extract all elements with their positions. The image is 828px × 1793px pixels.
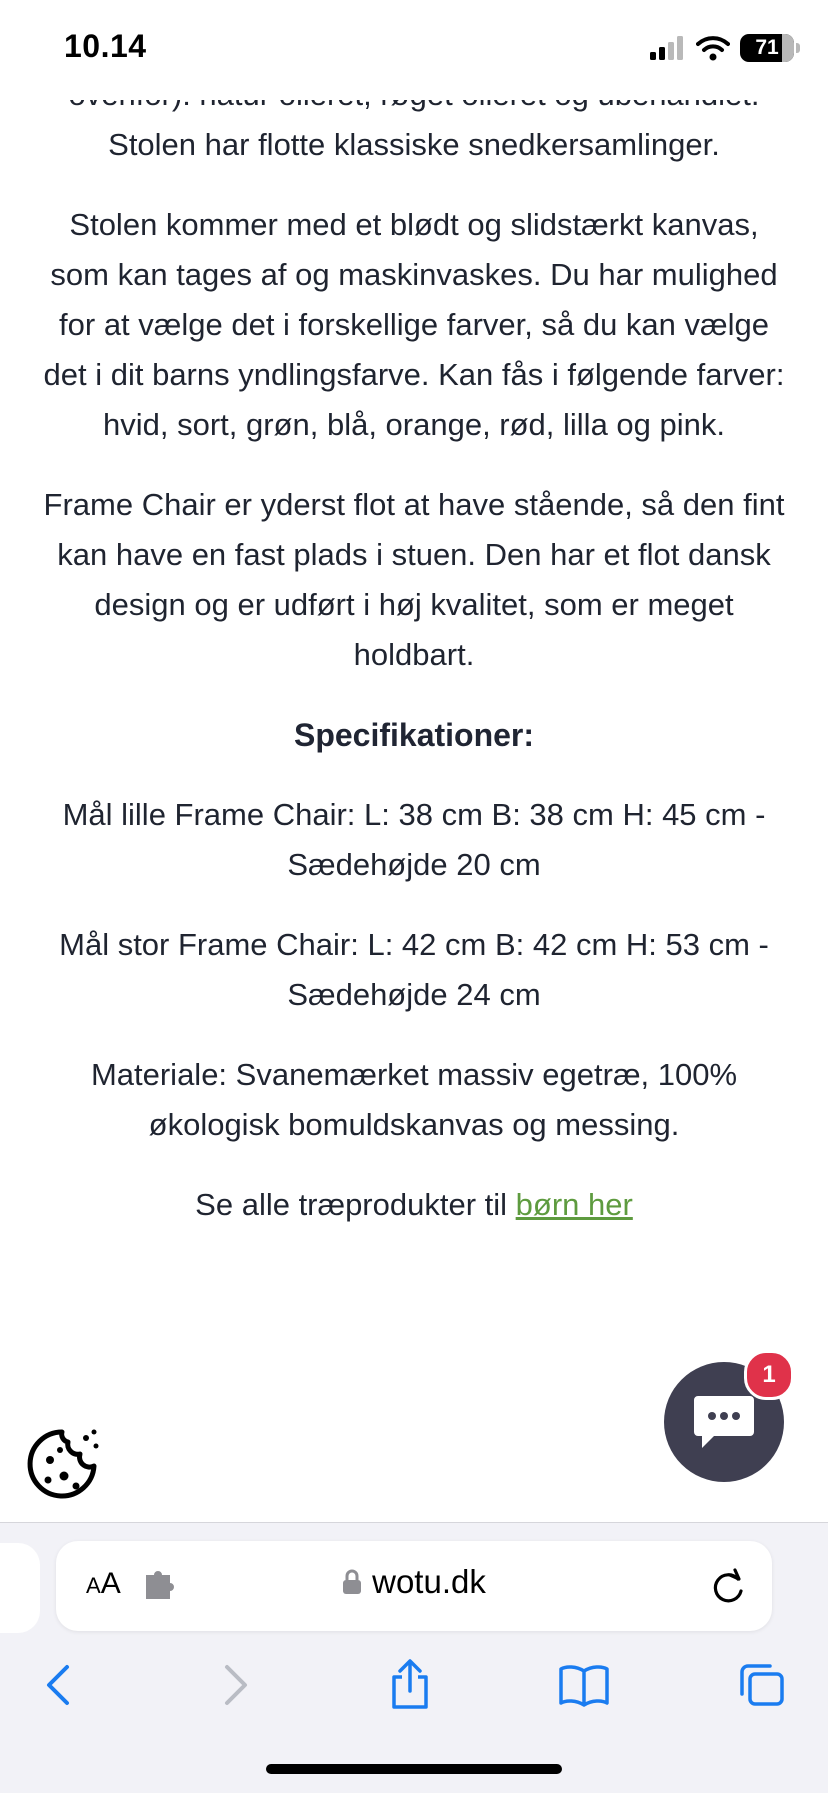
forward-button[interactable] [206, 1655, 266, 1715]
spec-material: Materiale: Svanemærket massiv egetræ, 100% økologisk bomuldskanvas og messing. [90, 1057, 738, 1142]
product-description [40, 70, 788, 1260]
reload-icon[interactable] [710, 1567, 746, 1605]
specifications-heading: Specifikationer: [293, 717, 535, 753]
url-text: wotu.dk [372, 1563, 486, 1600]
battery-level: 71 [755, 36, 779, 59]
navigation-row [0, 1655, 828, 1745]
cookie-icon [24, 1424, 104, 1504]
chevron-left-icon [43, 1663, 73, 1707]
description-joints-line: Stolen har flotte klassiske snedkersamlinger. [108, 127, 720, 162]
spec-large-chair: Mål stor Frame Chair: L: 42 cm B: 42 cm H: 53 cm - Sædehøjde 24 cm [59, 927, 769, 1012]
share-button[interactable] [380, 1655, 440, 1715]
chat-button[interactable] [664, 1362, 784, 1482]
status-time: 10.14 [64, 28, 147, 64]
url-display [56, 1563, 772, 1601]
tabs-icon [738, 1662, 786, 1708]
see-all-prefix: Se alle træprodukter til [195, 1187, 516, 1222]
lock-icon [342, 1569, 362, 1595]
bookmarks-button[interactable] [554, 1655, 614, 1715]
chevron-right-icon [221, 1663, 251, 1707]
home-indicator[interactable] [266, 1764, 562, 1774]
status-icons [650, 34, 794, 62]
share-icon [388, 1659, 432, 1711]
book-icon [558, 1663, 610, 1707]
see-all-products [40, 1180, 788, 1230]
previous-tab-preview[interactable] [0, 1543, 40, 1633]
wifi-icon [696, 35, 730, 61]
spec-small-chair: Mål lille Frame Chair: L: 38 cm B: 38 cm H: 45 cm - Sædehøjde 20 cm [62, 797, 766, 882]
born-her-link[interactable]: børn her [515, 1187, 633, 1222]
page-settings-button[interactable]: AA [86, 1567, 121, 1600]
battery-icon [740, 34, 794, 62]
back-button[interactable] [28, 1655, 88, 1715]
tabs-button[interactable] [732, 1655, 792, 1715]
cookie-settings-button[interactable] [24, 1424, 104, 1504]
cellular-signal-icon [650, 36, 686, 60]
address-bar[interactable] [56, 1541, 772, 1631]
chat-unread-badge: 1 [744, 1350, 794, 1400]
description-canvas-paragraph: Stolen kommer med et blødt og slidstærkt kanvas, som kan tages af og maskinvaskes. Du har mulighed for at vælge det i forskellige farver, så du kan vælge det i dit barns yndlingsfarve. Kan fås i følgende farver: hvid, sort, grøn, blå, orange, rød, lilla og pink. [43, 207, 785, 442]
description-design-paragraph: Frame Chair er yderst flot at have stående, så den fint kan have en fast plads i stuen. Den har et flot dansk design og er udført i høj kvalitet, som er meget holdbart. [43, 487, 785, 672]
chat-bubble-icon [692, 1392, 756, 1452]
status-bar [0, 0, 828, 100]
browser-toolbar [0, 1522, 828, 1793]
